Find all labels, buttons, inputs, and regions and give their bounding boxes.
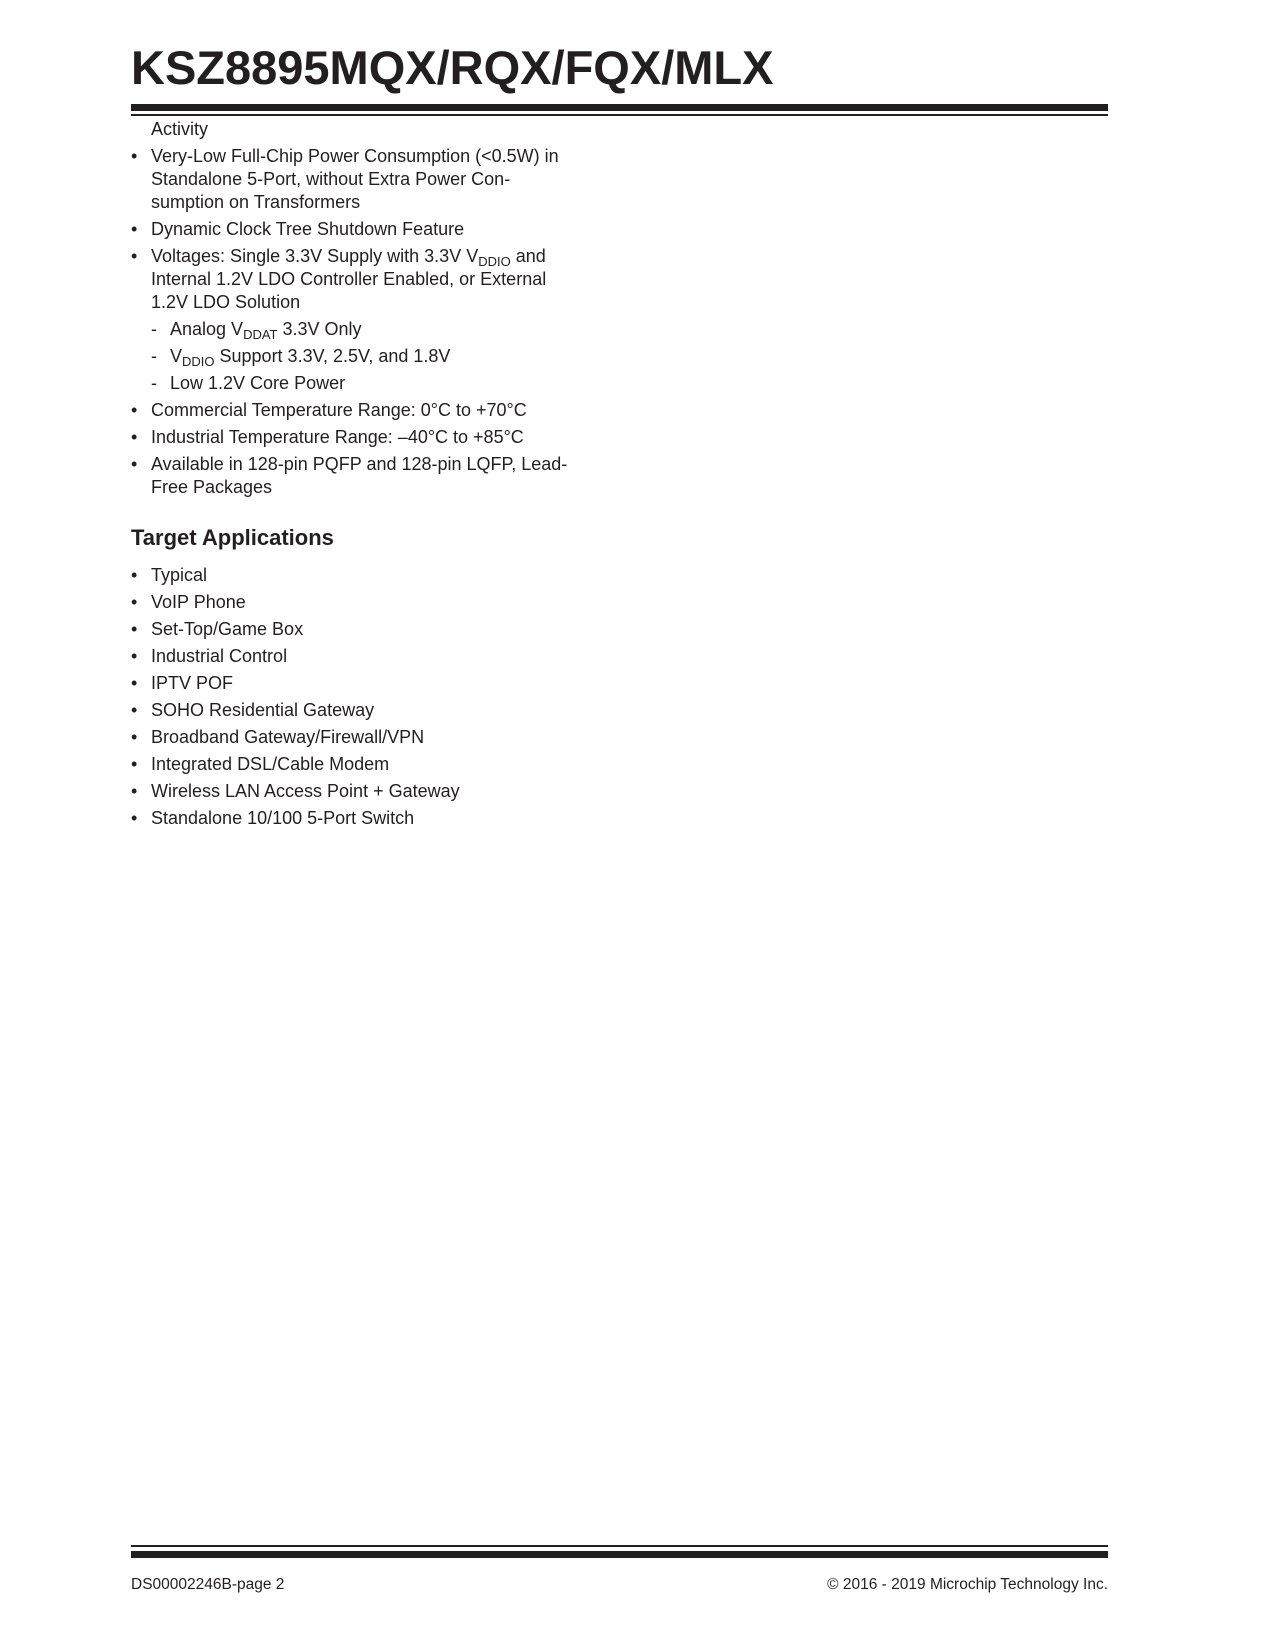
list-item	[131, 453, 571, 499]
voltages-text-after: and Internal 1.2V LDO Controller Enabled, or External 1.2V LDO Solution	[151, 246, 547, 312]
bullet-icon: •	[131, 146, 138, 166]
vddio-after: Support 3.3V, 2.5V, and 1.8V	[214, 346, 451, 366]
footer-rule-thin	[131, 1545, 1108, 1547]
analog-subscript: DDAT	[243, 327, 278, 342]
list-item	[131, 564, 571, 587]
bullet-icon: •	[131, 592, 138, 612]
header-rule-thick	[131, 104, 1108, 111]
application-text: Set-Top/Game Box	[151, 619, 304, 639]
application-text: Industrial Control	[151, 646, 288, 666]
voltages-subscript: DDIO	[478, 254, 511, 269]
bullet-icon: •	[131, 400, 138, 420]
feature-list-continued	[131, 399, 571, 499]
application-text: VoIP Phone	[151, 592, 246, 612]
list-item	[131, 807, 571, 830]
list-item	[131, 780, 571, 803]
list-item	[131, 399, 571, 422]
feature-text: Commercial Temperature Range: 0°C to +70°C	[151, 400, 527, 420]
content-column	[131, 118, 571, 834]
bullet-icon: •	[131, 727, 138, 747]
list-item	[131, 645, 571, 668]
application-text: Broadband Gateway/Firewall/VPN	[151, 727, 425, 747]
list-item	[131, 426, 571, 449]
application-text: Wireless LAN Access Point + Gateway	[151, 781, 460, 801]
bullet-icon: •	[131, 781, 138, 801]
section-heading: Target Applications	[131, 525, 334, 550]
bullet-icon: •	[131, 808, 138, 828]
bullet-icon: •	[131, 219, 138, 239]
list-item	[131, 672, 571, 695]
application-text: Standalone 10/100 5-Port Switch	[151, 808, 415, 828]
footer-rule-thick	[131, 1551, 1108, 1558]
dash-icon: -	[151, 319, 157, 339]
feature-text: Very-Low Full-Chip Power Consumption (<0.5W) in Standalone 5-Port, without Extra Power Con-sumption on Transformers	[151, 146, 559, 212]
core-power-text: Low 1.2V Core Power	[170, 373, 346, 393]
voltages-text-before: Voltages: Single 3.3V Supply with 3.3V V	[151, 246, 479, 266]
application-text: Typical	[151, 565, 208, 585]
footer-copyright: © 2016 - 2019 Microchip Technology Inc.	[827, 1576, 1108, 1593]
list-item	[131, 699, 571, 722]
dash-icon: -	[151, 373, 157, 393]
analog-before: Analog V	[170, 319, 244, 339]
list-item	[131, 591, 571, 614]
list-item	[131, 245, 571, 314]
application-text: SOHO Residential Gateway	[151, 700, 375, 720]
feature-text: Industrial Temperature Range: –40°C to +85°C	[151, 427, 524, 447]
page-title: KSZ8895MQX/RQX/FQX/MLX	[131, 41, 774, 94]
bullet-icon: •	[131, 619, 138, 639]
bullet-icon: •	[131, 646, 138, 666]
application-text: IPTV POF	[151, 673, 234, 693]
feature-list	[131, 145, 571, 314]
bullet-icon: •	[131, 673, 138, 693]
bullet-icon: •	[131, 700, 138, 720]
vddio-subscript: DDIO	[182, 354, 215, 369]
bullet-icon: •	[131, 565, 138, 585]
list-item	[131, 726, 571, 749]
feature-text: Dynamic Clock Tree Shutdown Feature	[151, 219, 465, 239]
dash-icon: -	[151, 346, 157, 366]
list-item	[131, 618, 571, 641]
bullet-icon: •	[131, 754, 138, 774]
bullet-icon: •	[131, 427, 138, 447]
sub-list-item	[131, 372, 571, 395]
sub-list-item	[131, 345, 571, 368]
list-item	[131, 218, 571, 241]
vddio-before: V	[170, 346, 183, 366]
feature-text: Available in 128-pin PQFP and 128-pin LQFP, Lead-Free Packages	[151, 454, 568, 497]
list-item	[131, 753, 571, 776]
bullet-icon: •	[131, 246, 138, 266]
header-rule-thin	[131, 114, 1108, 116]
list-item	[131, 145, 571, 214]
applications-list	[131, 564, 571, 830]
bullet-icon: •	[131, 454, 138, 474]
analog-after: 3.3V Only	[277, 319, 362, 339]
sub-list-item	[131, 318, 571, 341]
footer-doc-id: DS00002246B-page 2	[131, 1576, 285, 1593]
application-text: Integrated DSL/Cable Modem	[151, 754, 390, 774]
continued-text: Activity	[151, 119, 209, 139]
